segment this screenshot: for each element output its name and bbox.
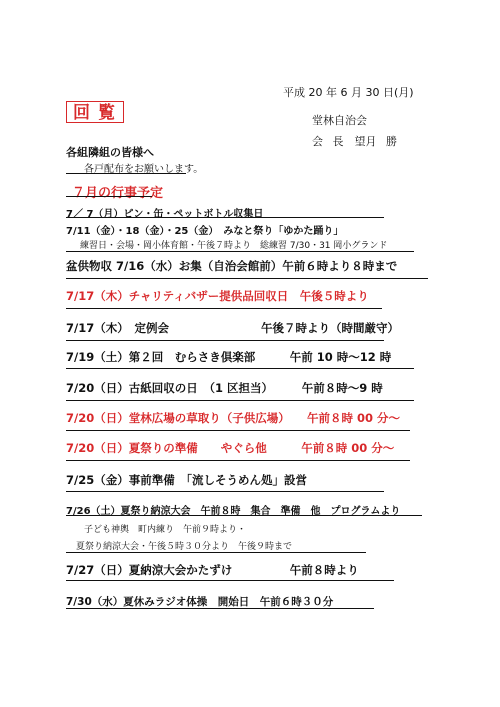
event-line: 7/20（日）古紙回収の日 （1 区担当） 午前８時～9 時 (66, 381, 383, 395)
addressee: 各組隣組の皆様へ (66, 146, 154, 159)
divider (66, 217, 384, 218)
event-line-highlight: 7/17（木）チャリティバザー提供品回収日 午後５時より (66, 289, 369, 303)
document-date: 平成 20 年 6 月 30 日(月) (283, 86, 414, 99)
event-line: 7/19（土）第２回 むらさき倶楽部 午前 10 時～12 時 (66, 350, 392, 364)
event-line-highlight: 7/20（日）夏祭りの準備 やぐら他 午前８時 00 分～ (66, 441, 395, 455)
divider (66, 608, 374, 609)
divider (66, 251, 414, 252)
divider (66, 340, 384, 341)
divider (66, 491, 384, 492)
kairan-stamp: 回覧 (66, 101, 124, 123)
divider (66, 196, 152, 197)
event-note: 夏祭り納涼大会・午後５時３０分より 午後９時まで (76, 542, 293, 552)
event-line-highlight: 7/20（日）堂林広場の草取り（子供広場） 午前８時 00 分～ (66, 411, 400, 425)
divider (66, 278, 428, 279)
event-line: 7/17（木） 定例会 午後７時より（時間厳守） (66, 321, 399, 335)
divider (66, 552, 366, 553)
divider (66, 430, 410, 431)
divider (66, 400, 414, 401)
event-line: 7／ 7（月）ピン・缶・ペットボトル収集日 (66, 209, 264, 220)
event-line: 7/30（水）夏休みラジオ体操 開始日 午前６時３０分 (66, 596, 334, 608)
divider (66, 515, 422, 516)
divider (66, 308, 382, 309)
event-line: 7/26（土）夏祭り納涼大会 午前８時 集合 準備 他 プログラムより (66, 506, 401, 517)
event-line: 7/27（日）夏納涼大会かたずけ 午前８時より (66, 563, 359, 577)
event-line: 7/25（金）事前準備 「流しそうめん処」設営 (66, 473, 307, 487)
event-line: 7/11（金）・18（金）・25（金） みなと祭り「ゆかた踊り」 (66, 226, 344, 237)
event-note: 子ども神輿 町内練り 午前９時より・ (84, 525, 247, 535)
event-note: 練習日・会場・岡小体育館・午後７時より 総練習 7/30・31 岡小グランド (80, 241, 388, 251)
schedule-title: ７月の行事予定 (72, 186, 164, 201)
divider (66, 173, 186, 174)
divider (66, 460, 410, 461)
organization-name: 堂林自治会 (312, 114, 367, 127)
distribution-request: 各戸配布をお願いします。 (84, 164, 204, 175)
divider (66, 368, 414, 369)
divider (66, 580, 394, 581)
event-line: 盆供物収 7/16（水）お集（自治会館前）午前６時より８時まで (66, 259, 398, 273)
president-name: 会 長 望月 勝 (312, 135, 397, 148)
